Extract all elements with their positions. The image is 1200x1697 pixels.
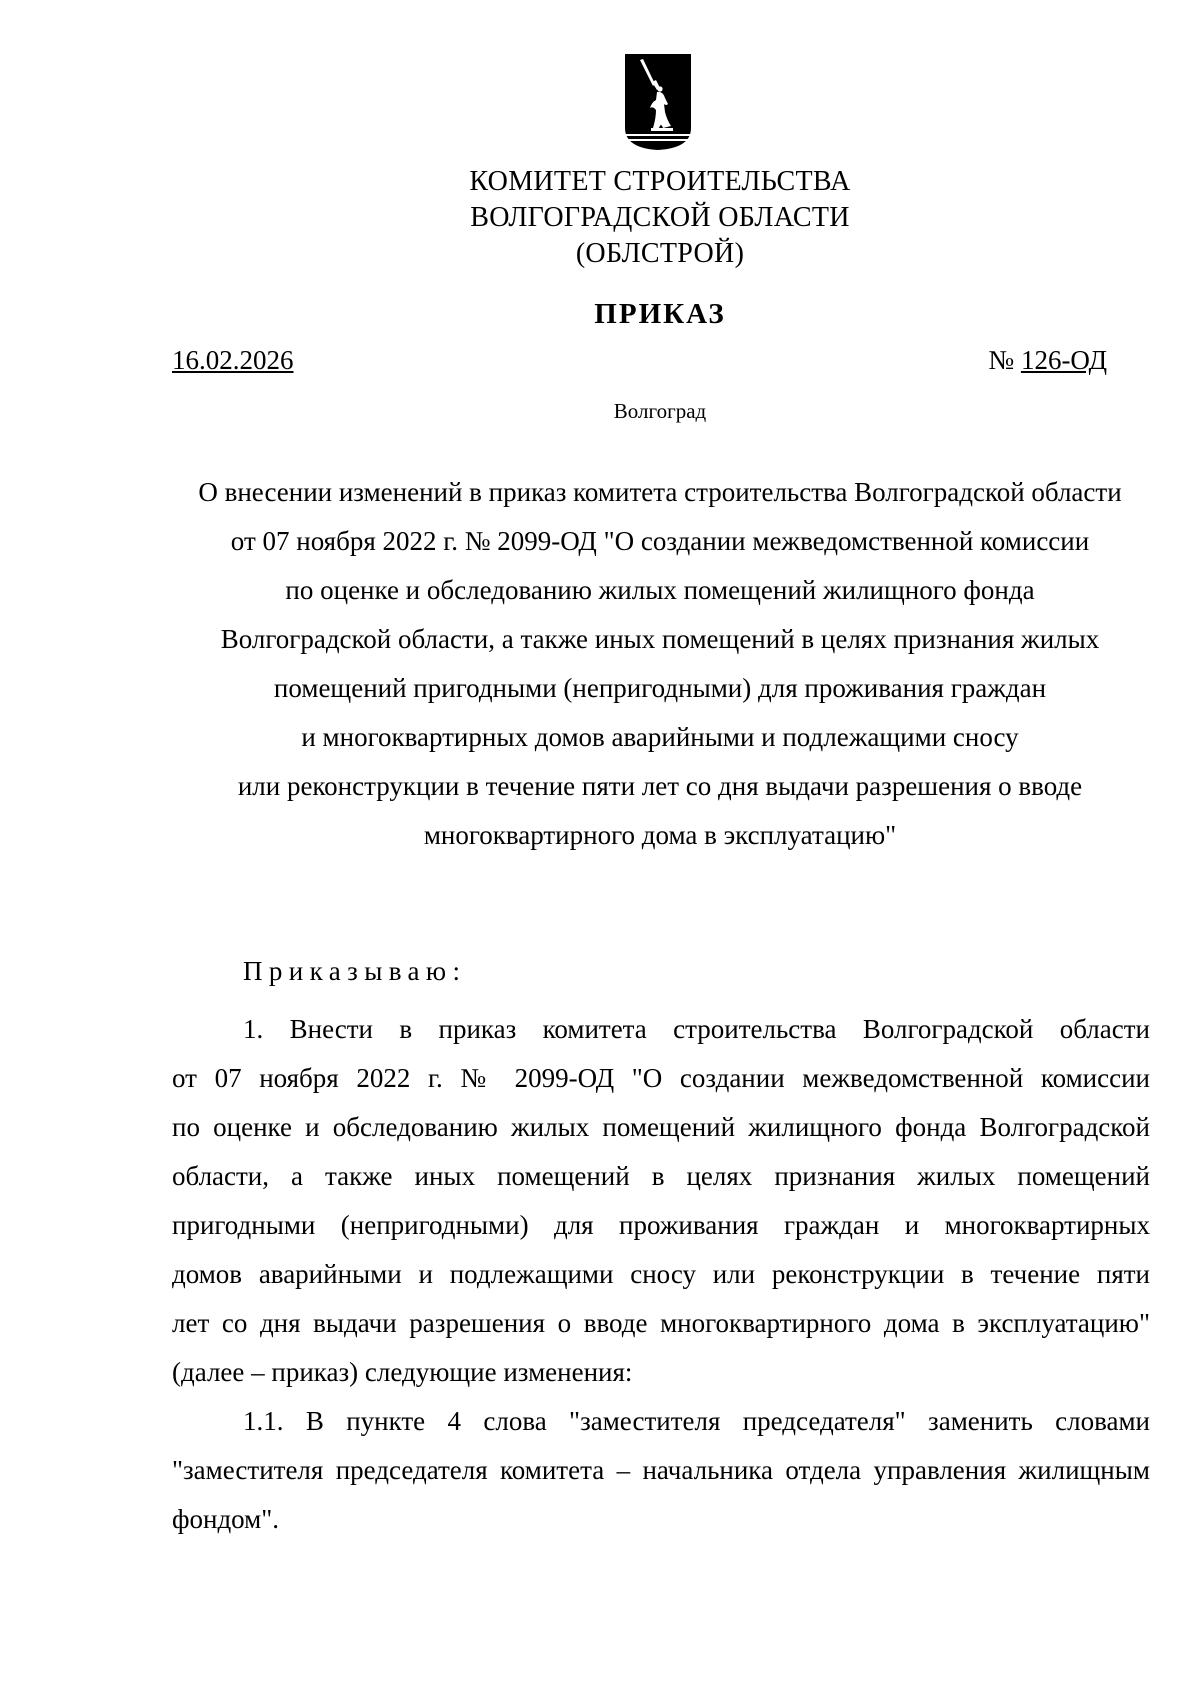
document-type-title: ПРИКАЗ — [594, 298, 726, 330]
paragraph-line: фондом". — [172, 1504, 280, 1534]
paragraph-line: (далее – приказ) следующие изменения: — [172, 1357, 633, 1387]
document-city: Волгоград — [613, 399, 707, 423]
organization-name — [300, 164, 1020, 272]
subject-line: помещений пригодными (непригодными) для проживания граждан — [273, 673, 1047, 703]
subject-line: или реконструкции в течение пяти лет со дня выдачи разрешения о вводе — [237, 771, 1083, 801]
paragraph-line: 1.1. В пункте 4 слова "заместителя председателя" заменить словами — [243, 1406, 1150, 1436]
subject-line: от 07 ноября 2022 г. № 2099-ОД "О создании межведомственной комиссии — [230, 526, 1090, 556]
paragraph-1 — [172, 1005, 1150, 1397]
subject-line: и многоквартирных домов аварийными и подлежащими сносу — [301, 722, 1019, 752]
number-value: 126-ОД — [1020, 345, 1107, 375]
document-subject — [162, 468, 1158, 860]
paragraph-line: пригодными (непригодными) для проживания граждан и многоквартирных — [172, 1210, 1150, 1240]
orders-heading: Приказываю: — [243, 956, 467, 986]
paragraph-line: домов аварийными и подлежащими сносу или реконструкции в течение пяти — [172, 1259, 1150, 1289]
volgograd-coat-of-arms-icon — [622, 52, 694, 152]
paragraph-line: 1. Внести в приказ комитета строительства Волгоградской области — [243, 1014, 1150, 1044]
number-prefix: № — [988, 345, 1015, 375]
subject-line: О внесении изменений в приказ комитета строительства Волгоградской области — [198, 477, 1122, 507]
document-number — [988, 345, 1107, 376]
paragraph-line: области, а также иных помещений в целях признания жилых помещений — [172, 1161, 1150, 1191]
paragraph-line: лет со дня выдачи разрешения о вводе многоквартирного дома в эксплуатацию" — [172, 1308, 1150, 1338]
subject-line: Волгоградской области, а также иных помещений в целях признания жилых — [220, 624, 1100, 654]
subject-line: по оценке и обследованию жилых помещений жилищного фонда — [285, 575, 1035, 605]
org-line-1: КОМИТЕТ СТРОИТЕЛЬСТВА — [469, 166, 851, 197]
org-line-3: (ОБЛСТРОЙ) — [575, 238, 745, 269]
paragraph-line: по оценке и обследованию жилых помещений жилищного фонда Волгоградской — [172, 1112, 1150, 1142]
paragraph-1-1 — [172, 1397, 1150, 1544]
paragraph-line: от 07 ноября 2022 г. № 2099-ОД "О создании межведомственной комиссии — [172, 1063, 1150, 1093]
paragraph-line: "заместителя председателя комитета – начальника отдела управления жилищным — [172, 1455, 1150, 1485]
subject-line: многоквартирного дома в эксплуатацию" — [423, 820, 897, 850]
document-date: 16.02.2026 — [172, 345, 294, 375]
org-line-2: ВОЛГОГРАДСКОЙ ОБЛАСТИ — [470, 202, 850, 233]
